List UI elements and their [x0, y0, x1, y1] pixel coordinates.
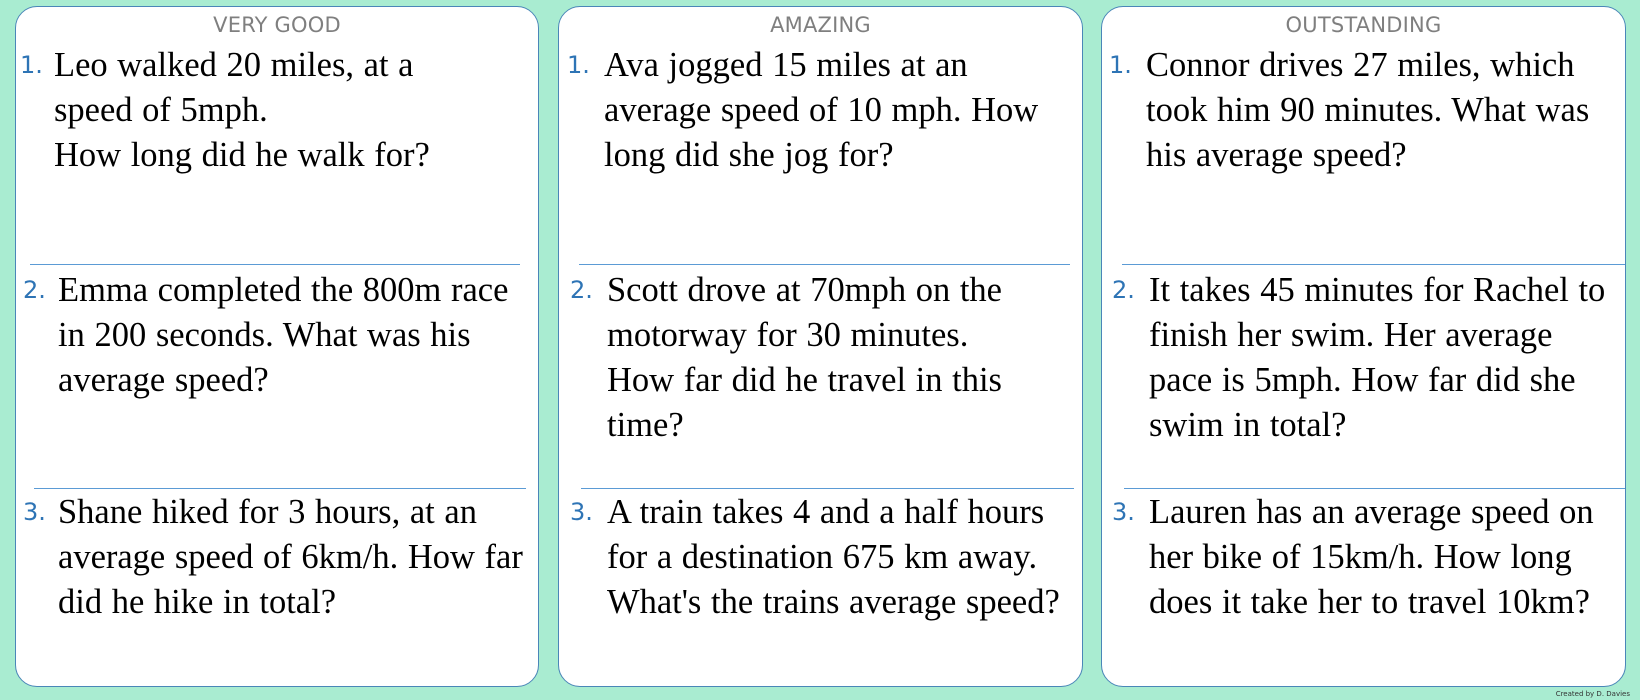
question-text: Leo walked 20 miles, at a speed of 5mph. How long did he walk for?	[54, 46, 430, 174]
question-number: 3.	[1112, 498, 1135, 526]
question-number: 1.	[1109, 51, 1132, 79]
worksheet-card-outstanding	[1101, 6, 1626, 687]
question-number: 2.	[1112, 276, 1135, 304]
question-divider	[581, 488, 1074, 489]
worksheet-card-amazing	[558, 6, 1083, 687]
question-text: Lauren has an average speed on her bike of 15km/h. How long does it take her to travel 10km?	[1149, 493, 1594, 621]
question-number: 1.	[567, 51, 590, 79]
question-text: Shane hiked for 3 hours, at an average speed of 6km/h. How far did he hike in total?	[58, 493, 523, 621]
question-number: 2.	[570, 276, 593, 304]
question-text: Scott drove at 70mph on the motorway for 30 minutes. How far did he travel in this time?	[607, 271, 1002, 444]
question-text: A train takes 4 and a half hours for a destination 675 km away. What's the trains average speed?	[607, 493, 1060, 621]
card-title: AMAZING	[770, 13, 871, 37]
credit-text: Created by D. Davies	[1555, 690, 1630, 698]
question-number: 3.	[23, 498, 46, 526]
worksheet-card-very-good	[15, 6, 539, 687]
question-text: Emma completed the 800m race in 200 seconds. What was his average speed?	[58, 271, 509, 399]
question-divider	[1122, 264, 1625, 265]
question-text: Ava jogged 15 miles at an average speed of 10 mph. How long did she jog for?	[604, 46, 1039, 174]
question-divider	[30, 264, 520, 265]
question-divider	[1124, 488, 1625, 489]
question-divider	[34, 488, 526, 489]
question-divider	[579, 264, 1070, 265]
question-number: 2.	[23, 276, 46, 304]
question-number: 1.	[20, 51, 43, 79]
card-title: OUTSTANDING	[1285, 13, 1442, 37]
card-title: VERY GOOD	[213, 13, 341, 37]
question-number: 3.	[570, 498, 593, 526]
question-text: It takes 45 minutes for Rachel to finish her swim. Her average pace is 5mph. How far did she swim in total?	[1149, 271, 1606, 444]
question-text: Connor drives 27 miles, which took him 90 minutes. What was his average speed?	[1146, 46, 1590, 174]
